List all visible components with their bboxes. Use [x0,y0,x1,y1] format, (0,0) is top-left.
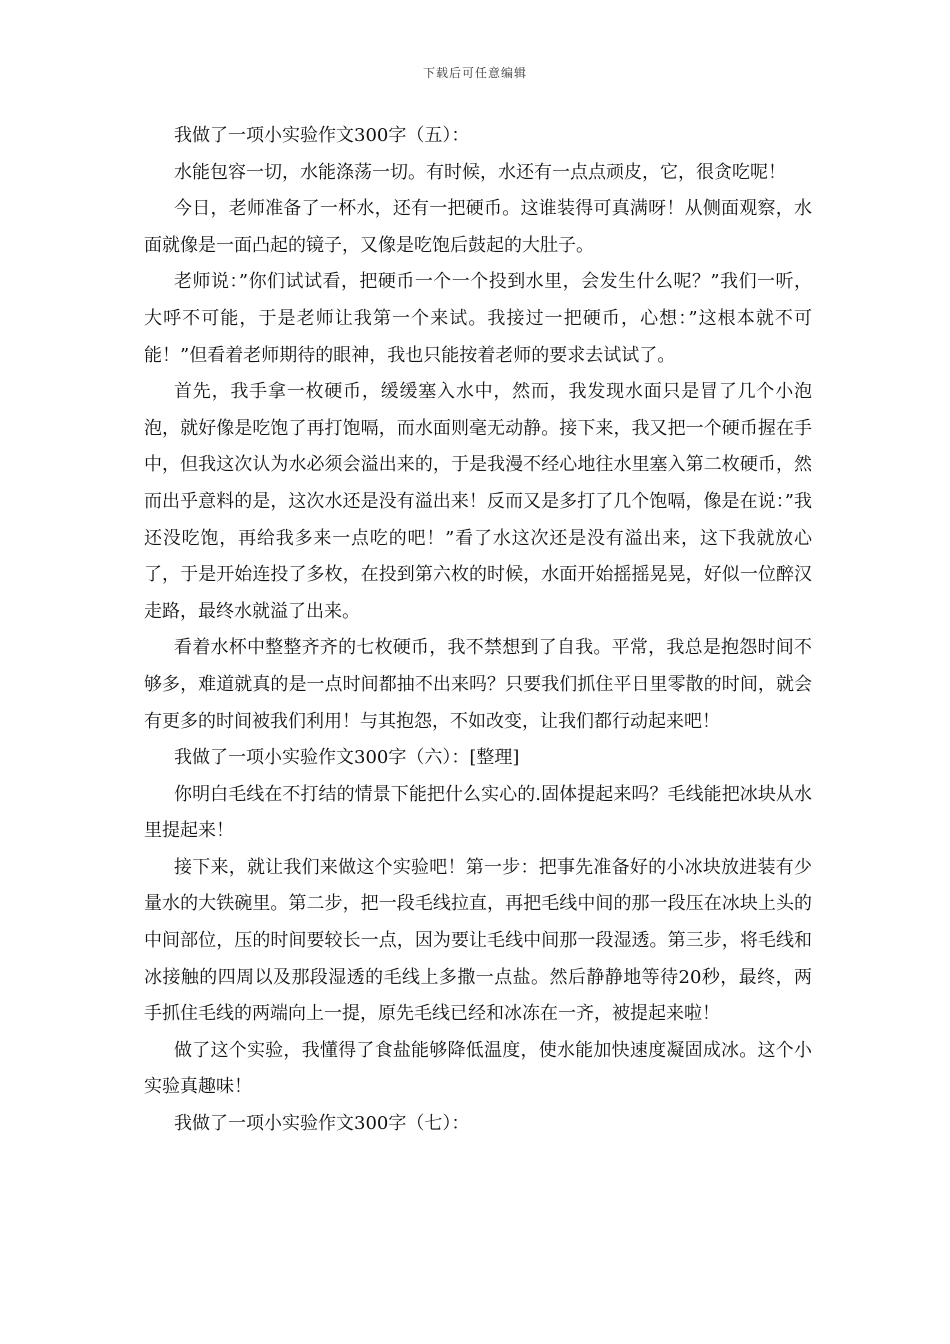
paragraph: 今日，老师准备了一杯水，还有一把硬币。这谁装得可真满呀！从侧面观察，水面就像是一面凸起的镜子，又像是吃饱后鼓起的大肚子。 [144,198,812,256]
essay-heading-5: 我做了一项小实验作文300字（五）： [174,125,470,146]
essay-heading-6: 我做了一项小实验作文300字（六）：[整理] [174,747,520,769]
essay-heading-7: 我做了一项小实验作文300字（七）： [174,1113,470,1135]
document-body [144,118,812,1143]
paragraph: 首先，我手拿一枚硬币，缓缓塞入水中，然而，我发现水面只是冒了几个小泡泡，就好像是吃饱了再打饱嗝，而水面则毫无动静。接下来，我又把一个硬币握在手中，但我这次认为水必须会溢出来的，于是我漫不经心地往水里塞入第二枚硬币，然而出乎意料的是，这次水还是没有溢出来！反而又是多打了几个饱嗝，像是在说：”我还没吃饱，再给我多来一点吃的吧！”看了水这次还是没有溢出来，这下我就放心了，于是开始连投了多枚，在投到第六枚的时候，水面开始摇摇晃晃，好似一位醉汉走路，最终水就溢了出来。 [144,381,812,622]
paragraph: 看着水杯中整整齐齐的七枚硬币，我不禁想到了自我。平常，我总是抱怨时间不够多，难道就真的是一点时间都抽不出来吗？只要我们抓住平日里零散的时间，就会有更多的时间被我们利用！与其抱怨，不如改变，让我们都行动起来吧！ [144,637,812,732]
paragraph: 接下来，就让我们来做这个实验吧！第一步：把事先准备好的小冰块放进装有少量水的大铁碗里。第二步，把一段毛线拉直，再把毛线中间的那一段压在冰块上头的中间部位，压的时间要较长一点，因为要让毛线中间那一段湿透。第三步，将毛线和冰接触的四周以及那段湿透的毛线上多撒一点盐。然后静静地等待20秒，最终，两手抓住毛线的两端向上一提，原先毛线已经和冰冻在一齐，被提起来啦！ [144,856,812,1025]
page-header-note: 下载后可任意编辑 [422,66,527,80]
paragraph: 水能包容一切，水能涤荡一切。有时候，水还有一点点顽皮，它，很贪吃呢！ [174,161,786,183]
paragraph: 做了这个实验，我懂得了食盐能够降低温度，使水能加快速度凝固成冰。这个小实验真趣味！ [144,1039,812,1098]
paragraph: 老师说：”你们试试看，把硬币一个一个投到水里，会发生什么呢？”我们一听，大呼不可能，于是老师让我第一个来试。我接过一把硬币，心想：”这根本就不可能！”但看着老师期待的眼神，我也只能按着老师的要求去试试了。 [144,271,812,366]
paragraph: 你明白毛线在不打结的情景下能把什么实心的.固体提起来吗？毛线能把冰块从水里提起来！ [144,783,812,842]
